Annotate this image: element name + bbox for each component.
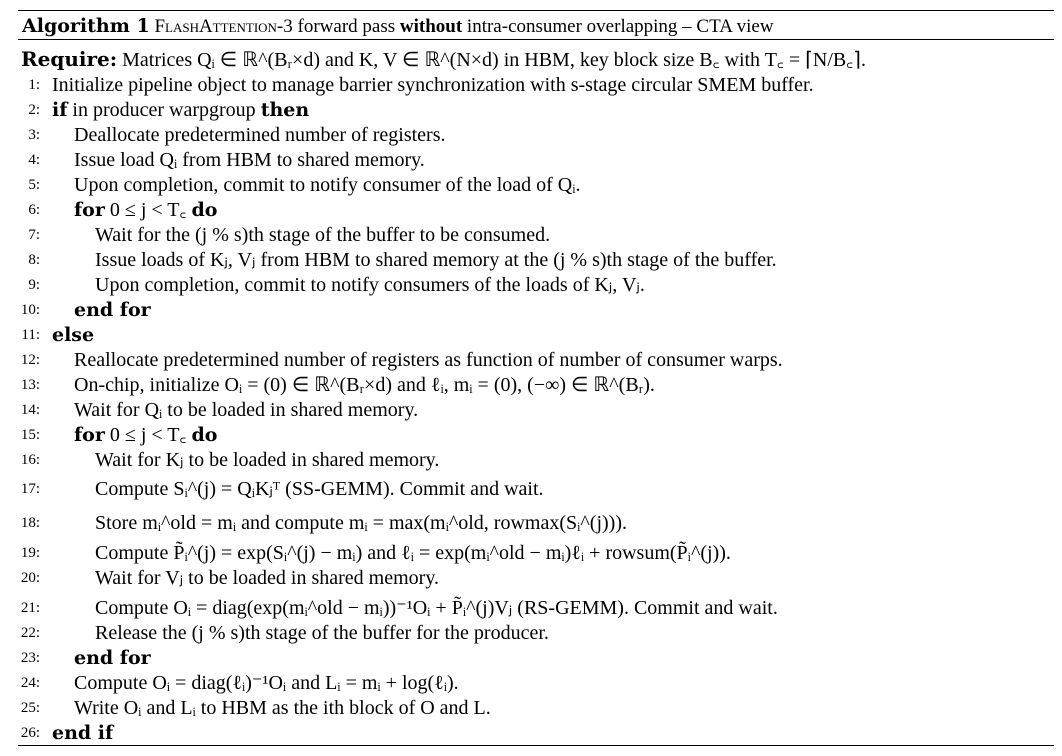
caption-desc-c: intra-consumer overlapping – CTA view <box>466 16 774 37</box>
line-number: 3: <box>28 127 40 143</box>
caption-rule <box>18 39 1054 40</box>
line-text <box>52 323 94 348</box>
line-number: 11: <box>21 327 40 343</box>
line-text <box>95 511 627 536</box>
line-number: 7: <box>28 227 40 243</box>
line-body: Write Oᵢ and Lᵢ to HBM as the ith block of O and L. <box>74 697 491 719</box>
bottom-rule <box>18 745 1054 746</box>
line-body: Issue loads of Kⱼ, Vⱼ from HBM to shared memory at the (j % s)th stage of the buffer. <box>95 249 777 271</box>
line-text <box>95 541 731 566</box>
line-number: 16: <box>20 452 40 468</box>
line-body: 0 ≤ j < T꜀ <box>109 199 187 221</box>
caption-label: Algorithm 1 <box>22 15 150 37</box>
line-text <box>74 148 425 173</box>
top-rule <box>18 10 1054 11</box>
line-text <box>74 398 418 423</box>
line-number: 22: <box>20 625 40 641</box>
line-text <box>52 98 309 123</box>
line-text <box>95 621 549 646</box>
line-number: 21: <box>20 600 40 616</box>
line-text <box>74 173 581 198</box>
line-keyword: end for <box>74 299 151 321</box>
line-number: 4: <box>28 152 40 168</box>
line-text <box>95 596 778 621</box>
line-body: Issue load Qᵢ from HBM to shared memory. <box>74 149 425 171</box>
line-number: 1: <box>28 77 40 93</box>
line-number: 26: <box>20 725 40 741</box>
line-number: 9: <box>28 277 40 293</box>
line-text <box>95 448 439 473</box>
line-keyword: for <box>74 199 105 221</box>
line-text <box>74 348 783 373</box>
line-keyword-end: do <box>191 199 218 221</box>
line-keyword: for <box>74 424 105 446</box>
algorithm-caption <box>22 15 774 38</box>
line-body: Deallocate predetermined number of registers. <box>74 124 446 146</box>
line-number: 23: <box>20 650 40 666</box>
line-keyword-end: do <box>191 424 218 446</box>
line-text <box>74 696 491 721</box>
line-number: 24: <box>20 675 40 691</box>
require-text: Matrices Qᵢ ∈ ℝ^(Bᵣ×d) and K, V ∈ ℝ^(N×d) in HBM, key block size B꜀ with T꜀ = ⌈N/B꜀⌉. <box>122 49 866 71</box>
line-number: 19: <box>20 545 40 561</box>
line-text <box>74 373 655 398</box>
line-text <box>95 223 550 248</box>
require-line <box>21 45 866 72</box>
line-keyword: else <box>52 324 95 346</box>
line-body: Upon completion, commit to notify consumer of the load of Qᵢ. <box>74 174 581 196</box>
line-text <box>52 73 814 98</box>
line-body: Wait for the (j % s)th stage of the buffer to be consumed. <box>95 224 551 246</box>
line-number: 18: <box>20 515 40 531</box>
caption-desc-b: without <box>399 16 463 37</box>
line-body: Compute Oᵢ = diag(exp(mᵢ^old − mᵢ))⁻¹Oᵢ + P̃ᵢ^(j)Vⱼ (RS-GEMM). Commit and wait. <box>95 597 778 619</box>
line-number: 12: <box>20 352 40 368</box>
line-number: 6: <box>28 202 40 218</box>
line-body: Wait for Vⱼ to be loaded in shared memory. <box>95 567 440 589</box>
line-body: 0 ≤ j < T꜀ <box>109 424 187 446</box>
line-body: Upon completion, commit to notify consumers of the loads of Kⱼ, Vⱼ. <box>95 274 645 296</box>
line-keyword: end for <box>74 647 151 669</box>
line-body: Release the (j % s)th stage of the buffer for the producer. <box>95 622 549 644</box>
line-keyword: end if <box>52 722 114 744</box>
caption-name: FlashAttention-3 <box>154 16 293 37</box>
line-text <box>95 248 777 273</box>
line-text <box>74 423 217 448</box>
line-body: Initialize pipeline object to manage barrier synchronization with s-stage circular SMEM buffer. <box>52 74 814 96</box>
line-text <box>74 198 217 223</box>
line-body: Wait for Kⱼ to be loaded in shared memory. <box>95 449 440 471</box>
line-number: 15: <box>20 427 40 443</box>
line-body: in producer warpgroup <box>72 99 256 121</box>
caption-desc-a: forward pass <box>297 16 396 37</box>
line-keyword-end: then <box>260 99 310 121</box>
line-text <box>95 566 439 591</box>
line-number: 20: <box>20 570 40 586</box>
line-body: Reallocate predetermined number of registers as function of number of consumer warps. <box>74 349 783 371</box>
line-keyword: if <box>52 99 68 121</box>
line-body: Compute Sᵢ^(j) = QᵢKⱼᵀ (SS-GEMM). Commit and wait. <box>95 478 544 500</box>
line-number: 5: <box>28 177 40 193</box>
line-body: Store mᵢ^old = mᵢ and compute mᵢ = max(mᵢ^old, rowmax(Sᵢ^(j))). <box>95 512 627 534</box>
line-body: Compute Oᵢ = diag(ℓᵢ)⁻¹Oᵢ and Lᵢ = mᵢ + log(ℓᵢ). <box>74 672 459 694</box>
line-text <box>74 123 446 148</box>
line-number: 17: <box>20 481 40 497</box>
line-body: On-chip, initialize Oᵢ = (0) ∈ ℝ^(Bᵣ×d) and ℓᵢ, mᵢ = (0), (−∞) ∈ ℝ^(Bᵣ). <box>74 374 655 396</box>
line-number: 14: <box>20 402 40 418</box>
line-text <box>74 646 151 671</box>
line-text <box>95 477 544 502</box>
line-body: Compute P̃ᵢ^(j) = exp(Sᵢ^(j) − mᵢ) and ℓᵢ = exp(mᵢ^old − mᵢ)ℓᵢ + rowsum(P̃ᵢ^(j)). <box>95 542 731 564</box>
line-number: 25: <box>20 700 40 716</box>
require-keyword: Require: <box>21 47 118 71</box>
line-number: 13: <box>20 377 40 393</box>
algorithm-block <box>18 0 1054 756</box>
line-text <box>95 273 645 298</box>
line-text <box>52 721 113 746</box>
line-number: 8: <box>28 252 40 268</box>
line-body: Wait for Qᵢ to be loaded in shared memory. <box>74 399 419 421</box>
line-number: 2: <box>28 102 40 118</box>
line-number: 10: <box>20 302 40 318</box>
line-text <box>74 671 459 696</box>
line-text <box>74 298 151 323</box>
